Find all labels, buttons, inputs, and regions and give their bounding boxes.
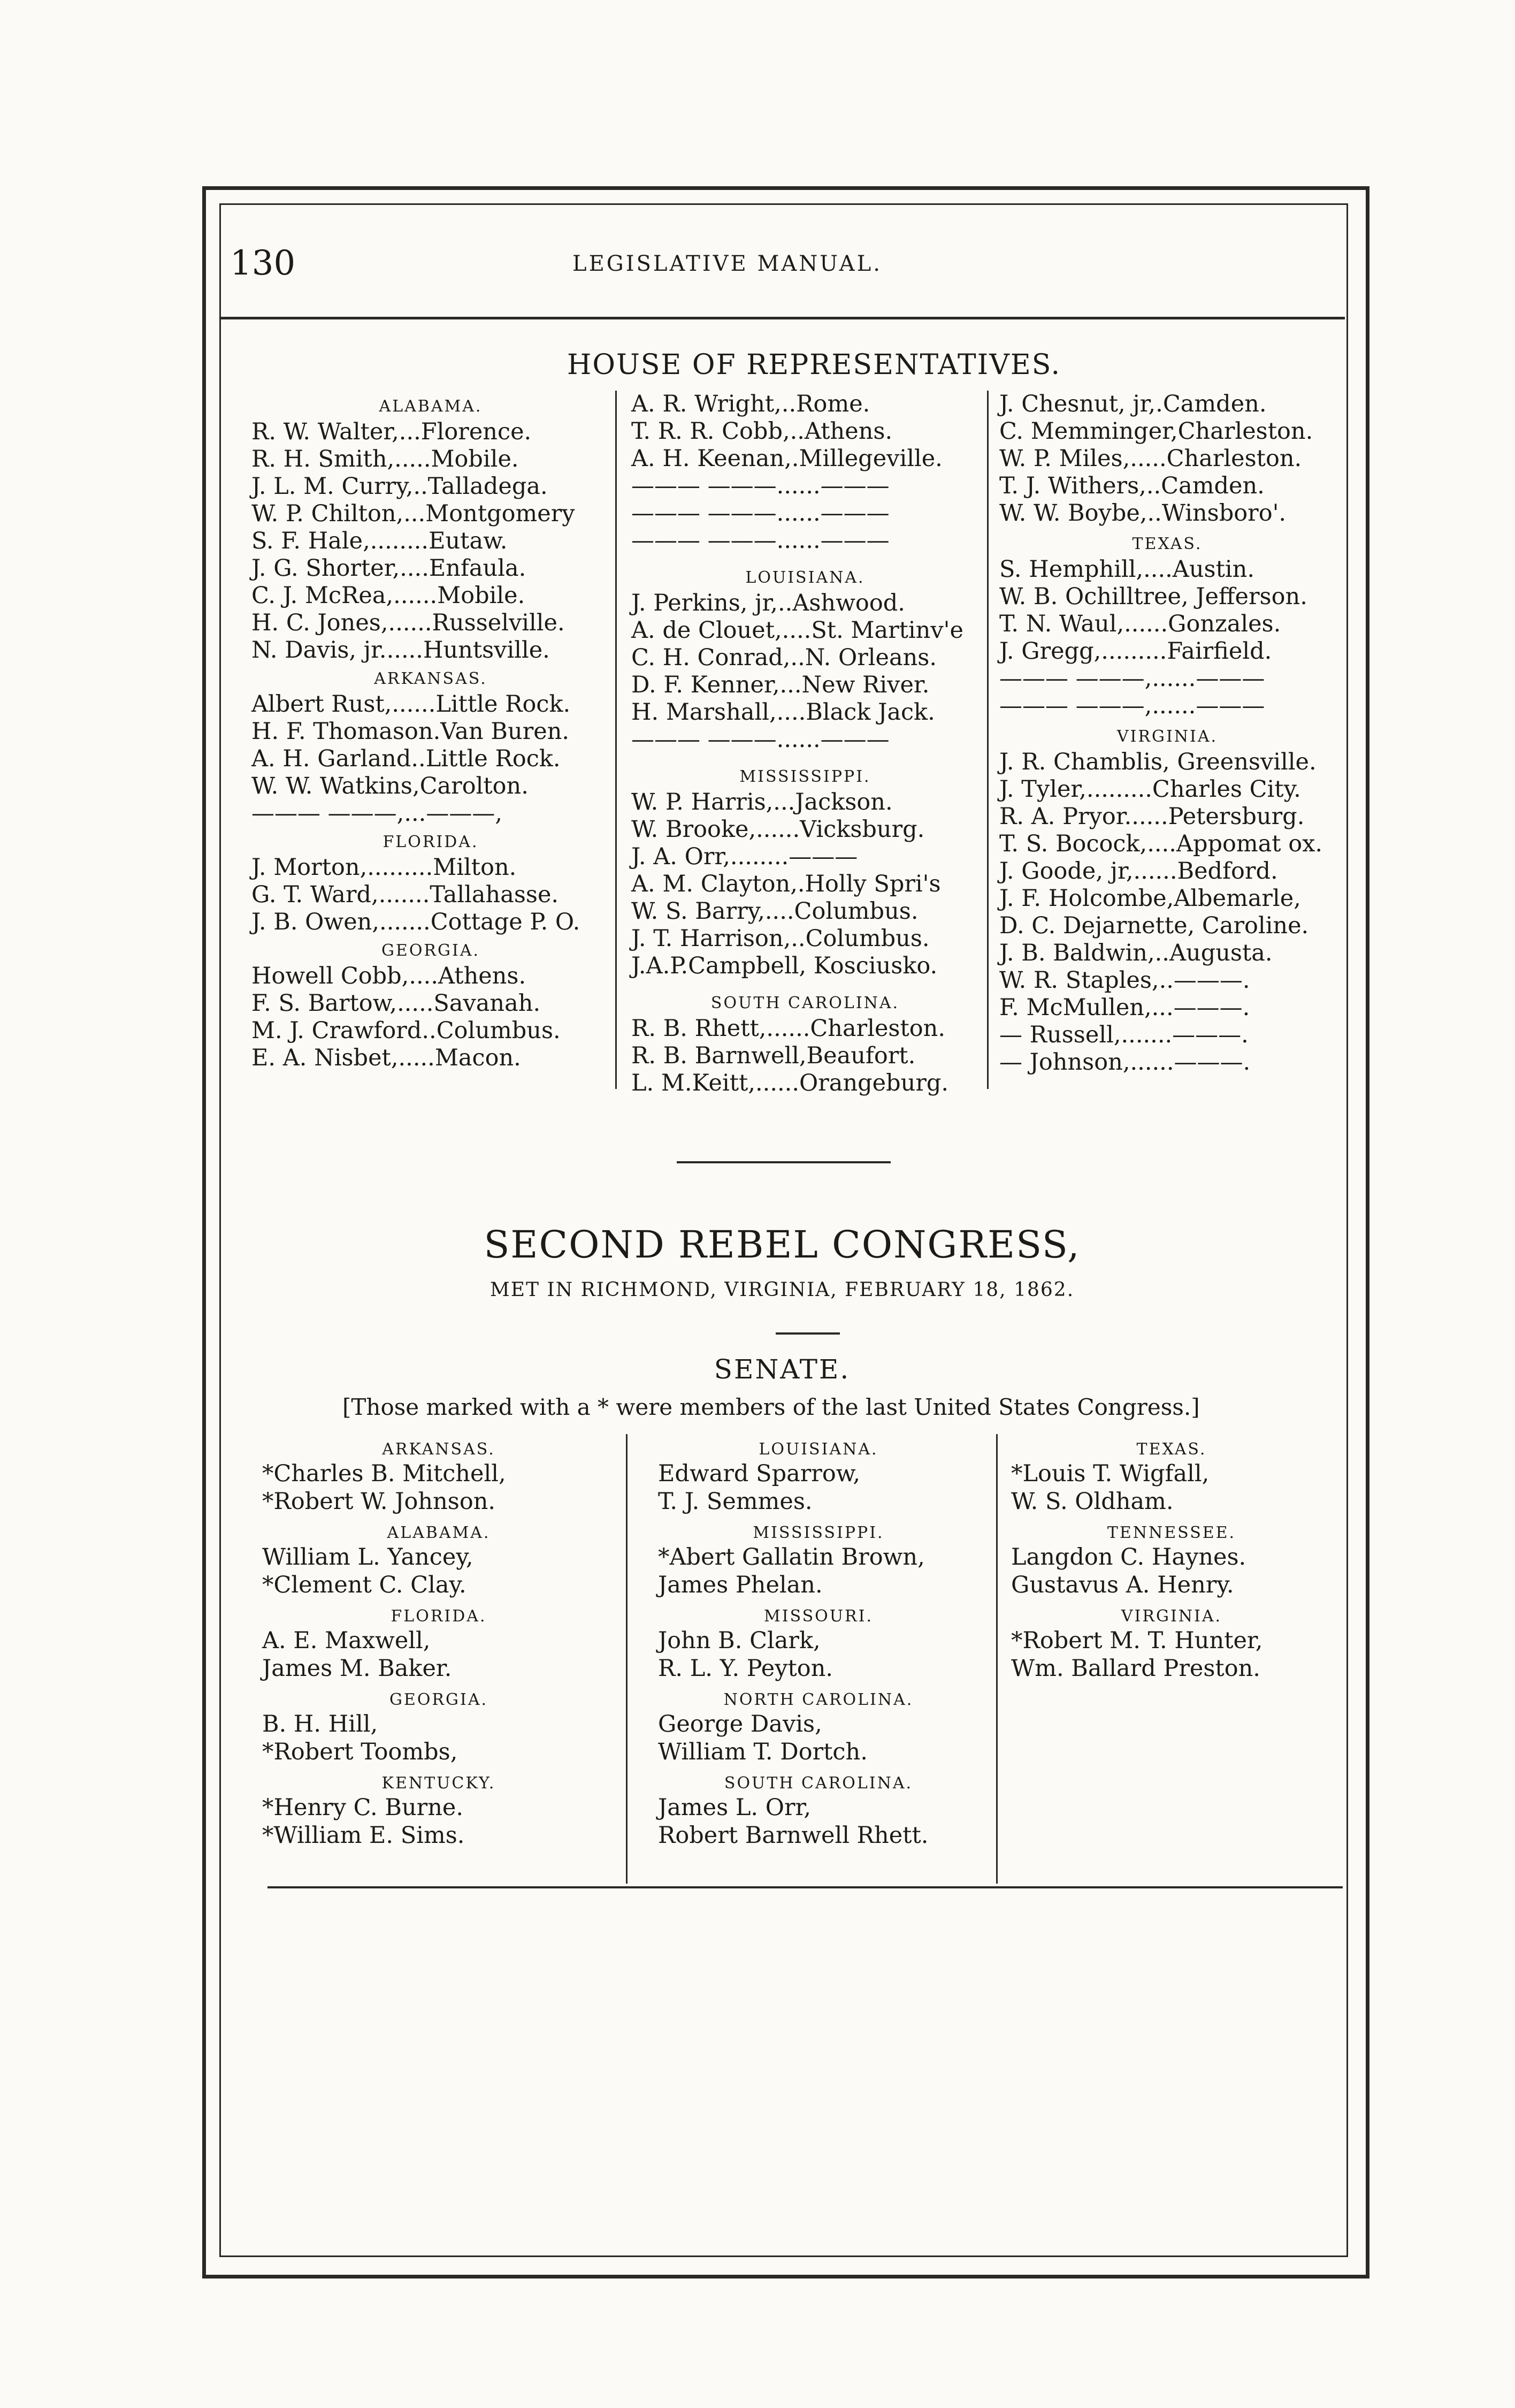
member-entry: B. H. Hill, (262, 1711, 378, 1738)
member-entry: T. J. Withers,..Camden. (999, 473, 1265, 499)
state-heading: MISSISSIPPI. (753, 1523, 884, 1542)
state-heading: LOUISIANA. (759, 1440, 878, 1459)
member-entry: *Clement C. Clay. (262, 1572, 466, 1598)
state-group (626, 566, 984, 753)
member-entry: J. Goode, jr,......Bedford. (999, 858, 1278, 885)
state-heading: ARKANSAS. (382, 1440, 495, 1459)
member-entry: H. Marshall,....Black Jack. (631, 699, 935, 726)
bottom-rule (267, 1886, 1343, 1888)
congress-title: SECOND REBEL CONGRESS, (484, 1223, 1081, 1267)
member-entry: R. B. Barnwell,Beaufort. (631, 1042, 916, 1069)
state-group (1006, 1439, 1337, 1515)
state-heading: KENTUCKY. (381, 1774, 496, 1793)
state-group (626, 391, 984, 554)
member-entry: C. J. McRea,......Mobile. (251, 582, 525, 609)
member-entry: A. H. Keenan,.Millegeville. (631, 445, 943, 472)
member-entry: W. R. Staples,..———. (999, 967, 1250, 994)
state-heading: NORTH CAROLINA. (723, 1690, 914, 1709)
state-heading: TENNESSEE. (1107, 1523, 1236, 1542)
member-entry: ——— ———......——— (631, 473, 890, 499)
member-entry: T. N. Waul,......Gonzales. (999, 611, 1281, 637)
state-group (626, 765, 984, 980)
member-entry: *Henry C. Burne. (262, 1794, 464, 1821)
running-title: LEGISLATIVE MANUAL. (572, 252, 882, 276)
member-entry: William T. Dortch. (658, 1739, 868, 1765)
state-group (1006, 1606, 1337, 1682)
state-group (262, 1606, 615, 1682)
state-group (647, 1439, 990, 1515)
senate-title: SENATE. (714, 1354, 851, 1385)
member-entry: ——— ———......——— (631, 500, 890, 527)
member-entry: J. R. Chamblis, Greensville. (999, 749, 1317, 775)
member-entry: J. Tyler,.........Charles City. (999, 776, 1301, 803)
member-entry: W. P. Miles,.....Charleston. (999, 445, 1302, 472)
senate-column-1 (262, 1439, 615, 1849)
congress-subtitle: MET IN RICHMOND, VIRGINIA, FEBRUARY 18, 1862. (489, 1279, 1075, 1301)
member-entry: S. Hemphill,....Austin. (999, 556, 1255, 583)
member-entry: James L. Orr, (658, 1794, 812, 1821)
state-group (251, 667, 610, 827)
member-entry: S. F. Hale,........Eutaw. (251, 528, 508, 554)
member-entry: Edward Sparrow, (658, 1460, 861, 1487)
state-group (647, 1690, 990, 1766)
member-entry: A. E. Maxwell, (262, 1627, 431, 1654)
member-entry: *Charles B. Mitchell, (262, 1460, 506, 1487)
member-entry: *Robert W. Johnson. (262, 1488, 496, 1515)
member-entry: W. B. Ochilltree, Jefferson. (999, 583, 1307, 610)
member-entry: — Russell,.......———. (999, 1022, 1249, 1048)
state-heading: GEORGIA. (389, 1690, 488, 1709)
state-heading: MISSOURI. (764, 1607, 873, 1626)
state-heading: ALABAMA. (379, 397, 483, 416)
house-column-rule-1 (615, 391, 617, 1089)
member-entry: A. H. Garland..Little Rock. (251, 745, 561, 772)
member-entry: H. F. Thomason.Van Buren. (251, 718, 570, 745)
member-entry: W. Brooke,......Vicksburg. (631, 816, 925, 843)
member-entry: J. L. M. Curry,..Talladega. (251, 473, 548, 500)
member-entry: R. H. Smith,.....Mobile. (251, 446, 519, 473)
member-entry: T. R. R. Cobb,..Athens. (631, 418, 893, 445)
state-group (996, 725, 1338, 1076)
state-heading: ALABAMA. (387, 1523, 491, 1542)
senate-note: [Those marked with a * were members of the last United States Congress.] (342, 1394, 1200, 1420)
state-group (1006, 1523, 1337, 1599)
member-entry: George Davis, (658, 1711, 822, 1738)
state-group (262, 1690, 615, 1766)
state-group (251, 395, 610, 664)
member-entry: A. de Clouet,....St. Martinv'e (631, 617, 963, 644)
state-group (647, 1606, 990, 1682)
state-group (251, 939, 610, 1072)
state-group (647, 1523, 990, 1599)
member-entry: D. C. Dejarnette, Caroline. (999, 912, 1309, 939)
member-entry: M. J. Crawford..Columbus. (251, 1017, 561, 1044)
state-heading: MISSISSIPPI. (739, 767, 871, 786)
member-entry: W. W. Watkins,Carolton. (251, 773, 529, 799)
member-entry: T. S. Bocock,....Appomat ox. (999, 830, 1323, 857)
member-entry: *Robert M. T. Hunter, (1011, 1627, 1263, 1654)
member-entry: Wm. Ballard Preston. (1011, 1655, 1260, 1682)
state-heading: LOUISIANA. (745, 568, 865, 587)
member-entry: James Phelan. (658, 1572, 823, 1598)
member-entry: R. B. Rhett,......Charleston. (631, 1015, 945, 1042)
member-entry: Robert Barnwell Rhett. (658, 1822, 929, 1849)
state-group (626, 992, 984, 1097)
member-entry: H. C. Jones,......Russelville. (251, 609, 565, 636)
member-entry: James M. Baker. (262, 1655, 452, 1682)
member-entry: R. A. Pryor......Petersburg. (999, 803, 1305, 830)
state-heading: FLORIDA. (382, 833, 479, 851)
member-entry: C. H. Conrad,..N. Orleans. (631, 644, 937, 671)
state-group (647, 1773, 990, 1849)
member-entry: W. S. Oldham. (1011, 1488, 1174, 1515)
member-entry: ——— ———,......——— (999, 692, 1265, 719)
member-entry: ——— ———,......——— (999, 665, 1265, 692)
senate-column-rule-2 (996, 1434, 998, 1884)
member-entry: *William E. Sims. (262, 1822, 465, 1849)
state-heading: TEXAS. (1136, 1440, 1207, 1459)
member-entry: Gustavus A. Henry. (1011, 1572, 1234, 1598)
member-entry: W. W. Boybe,..Winsboro'. (999, 500, 1287, 527)
member-entry: — Johnson,......———. (999, 1049, 1251, 1076)
member-entry: E. A. Nisbet,.....Macon. (251, 1045, 521, 1071)
member-entry: F. McMullen,...———. (999, 994, 1250, 1021)
state-group (996, 532, 1338, 720)
state-heading: ARKANSAS. (374, 669, 487, 688)
member-entry: *Robert Toombs, (262, 1739, 458, 1765)
member-entry: ——— ———......——— (631, 726, 890, 753)
member-entry: J. T. Harrison,..Columbus. (631, 925, 930, 952)
state-group (262, 1439, 615, 1515)
state-heading: VIRGINIA. (1116, 727, 1218, 746)
senate-column-3 (1006, 1439, 1337, 1682)
senate-column-2 (647, 1439, 990, 1849)
state-heading: VIRGINIA. (1121, 1607, 1222, 1626)
member-entry: J. G. Shorter,....Enfaula. (251, 555, 526, 582)
state-group (262, 1523, 615, 1599)
member-entry: *Abert Gallatin Brown, (658, 1544, 925, 1571)
member-entry: A. M. Clayton,.Holly Spri's (631, 871, 941, 897)
member-entry: Langdon C. Haynes. (1011, 1544, 1246, 1571)
section-divider (677, 1161, 891, 1163)
state-group (251, 830, 610, 936)
member-entry: J. Chesnut, jr,.Camden. (999, 391, 1267, 417)
member-entry: T. J. Semmes. (658, 1488, 813, 1515)
member-entry: C. Memminger,Charleston. (999, 418, 1313, 445)
page-number: 130 (230, 243, 296, 283)
house-column-2 (626, 391, 984, 1097)
state-heading: SOUTH CAROLINA. (710, 994, 900, 1012)
house-title: HOUSE OF REPRESENTATIVES. (567, 349, 1061, 381)
header-rule (219, 317, 1345, 319)
member-entry: J. B. Baldwin,..Augusta. (999, 940, 1273, 966)
member-entry: W. S. Barry,....Columbus. (631, 898, 919, 925)
member-entry: G. T. Ward,.......Tallahasse. (251, 881, 559, 908)
state-group (996, 391, 1338, 527)
member-entry: J. Perkins, jr,..Ashwood. (631, 590, 905, 616)
member-entry: J.A.P.Campbell, Kosciusko. (631, 952, 938, 979)
member-entry: William L. Yancey, (262, 1544, 473, 1571)
member-entry: ——— ———,...———, (251, 800, 503, 827)
member-entry: Albert Rust,......Little Rock. (251, 691, 571, 718)
state-heading: FLORIDA. (391, 1607, 487, 1626)
member-entry: R. W. Walter,...Florence. (251, 418, 532, 445)
member-entry: John B. Clark, (658, 1627, 821, 1654)
senate-column-rule-1 (626, 1434, 628, 1884)
house-column-rule-2 (987, 391, 989, 1089)
member-entry: F. S. Bartow,.....Savanah. (251, 990, 541, 1017)
state-heading: GEORGIA. (381, 941, 480, 960)
state-heading: SOUTH CAROLINA. (724, 1774, 913, 1793)
member-entry: J. Gregg,.........Fairfield. (999, 638, 1272, 665)
member-entry: J. A. Orr,........——— (631, 843, 858, 870)
house-column-1 (251, 395, 610, 1072)
member-entry: D. F. Kenner,...New River. (631, 672, 930, 698)
member-entry: N. Davis, jr......Huntsville. (251, 637, 550, 664)
member-entry: *Louis T. Wigfall, (1011, 1460, 1210, 1487)
member-entry: W. P. Harris,...Jackson. (631, 789, 893, 816)
state-group (262, 1773, 615, 1849)
member-entry: R. L. Y. Peyton. (658, 1655, 833, 1682)
member-entry: J. F. Holcombe,Albemarle, (999, 885, 1301, 912)
member-entry: J. B. Owen,.......Cottage P. O. (251, 909, 580, 935)
member-entry: A. R. Wright,..Rome. (631, 391, 870, 417)
member-entry: ——— ———......——— (631, 527, 890, 554)
member-entry: W. P. Chilton,...Montgomery (251, 500, 575, 527)
state-heading: TEXAS. (1132, 535, 1203, 553)
house-column-3 (996, 391, 1338, 1076)
short-divider (776, 1332, 840, 1335)
member-entry: J. Morton,.........Milton. (251, 854, 517, 881)
member-entry: Howell Cobb,....Athens. (251, 963, 526, 989)
member-entry: L. M.Keitt,......Orangeburg. (631, 1070, 949, 1096)
